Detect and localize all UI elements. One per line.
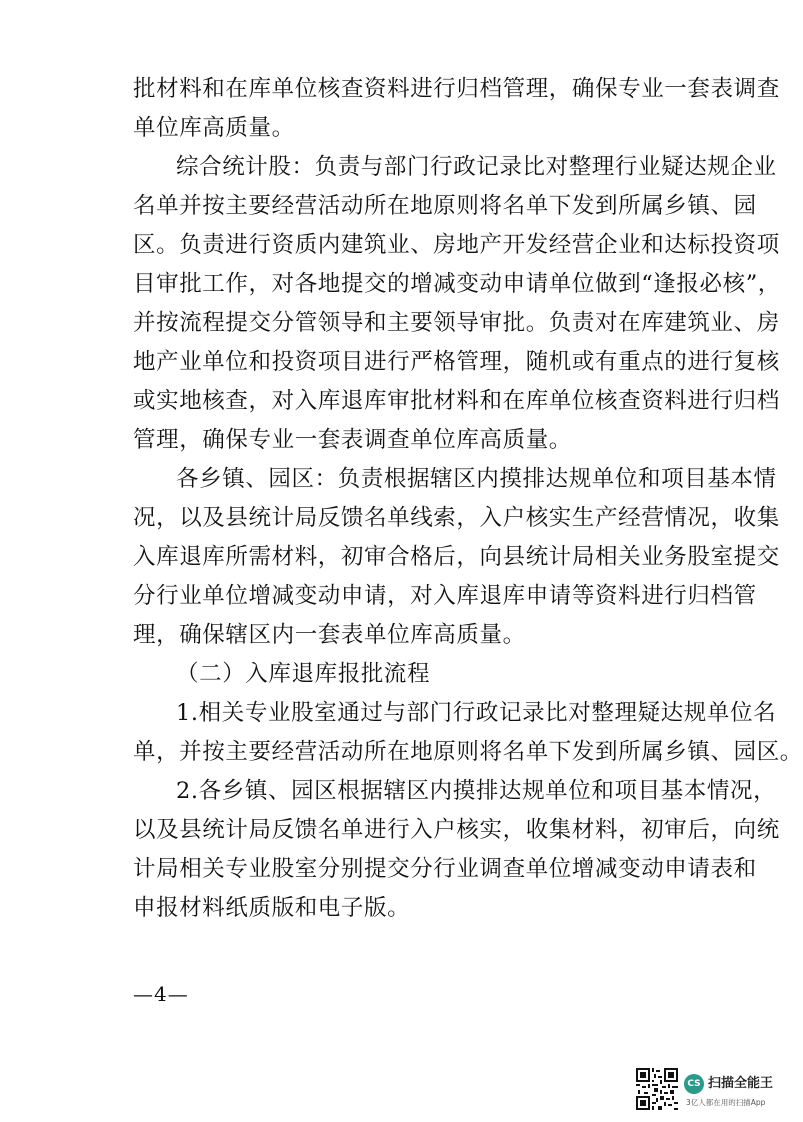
section-heading: （二）入库退库报批流程 [176, 661, 431, 687]
text-line: 目审批工作，对各地提交的增减变动申请单位做到“逢报必核”， [133, 271, 781, 297]
text-line: 理，确保辖区内一套表单位库高质量。 [133, 622, 526, 648]
text-line: 单，并按主要经营活动所在地原则将名单下发到所属乡镇、园区。 [133, 739, 803, 765]
text-line: 各乡镇、园区：负责根据辖区内摸排达规单位和项目基本情 [176, 466, 777, 492]
text-line: 1.相关专业股室通过与部门行政记录比对整理疑达规单位名 [176, 700, 777, 726]
text-line: 以及县统计局反馈名单进行入户核实，收集材料，初审后，向统 [133, 817, 780, 843]
text-line: 管理，确保专业一套表调查单位库高质量。 [133, 427, 572, 453]
text-line: 综合统计股：负责与部门行政记录比对整理行业疑达规企业 [176, 154, 777, 180]
text-line: 况，以及县统计局反馈名单线索，入户核实生产经营情况，收集 [133, 505, 780, 531]
text-line: 地产业单位和投资项目进行严格管理，随机或有重点的进行复核 [133, 349, 780, 375]
qr-code-icon [636, 1068, 678, 1110]
text-line: 计局相关专业股室分别提交分行业调查单位增减变动申请表和 [133, 856, 757, 882]
cs-logo-icon: CS [684, 1074, 704, 1094]
page-number: —4— [133, 982, 189, 1006]
text-line: 分行业单位增减变动申请，对入库退库申请等资料进行归档管 [133, 583, 757, 609]
scanner-watermark [636, 1068, 786, 1118]
document-body [133, 70, 803, 928]
text-line: 入库退库所需材料，初审合格后，向县统计局相关业务股室提交 [133, 544, 780, 570]
text-line: 申报材料纸质版和电子版。 [133, 895, 411, 921]
text-line: 批材料和在库单位核查资料进行归档管理，确保专业一套表调查 [133, 76, 780, 102]
text-line: 并按流程提交分管领导和主要领导审批。负责对在库建筑业、房 [133, 310, 780, 336]
watermark-subtitle: 3亿人都在用的扫描App [686, 1098, 766, 1107]
watermark-title: 扫描全能王 [708, 1076, 774, 1091]
text-line: 名单并按主要经营活动所在地原则将名单下发到所属乡镇、园 [133, 193, 757, 219]
text-line: 或实地核查，对入库退库审批材料和在库单位核查资料进行归档 [133, 388, 780, 414]
text-line: 2.各乡镇、园区根据辖区内摸排达规单位和项目基本情况， [176, 778, 777, 804]
text-line: 单位库高质量。 [133, 115, 295, 141]
text-line: 区。负责进行资质内建筑业、房地产开发经营企业和达标投资项 [133, 232, 780, 258]
